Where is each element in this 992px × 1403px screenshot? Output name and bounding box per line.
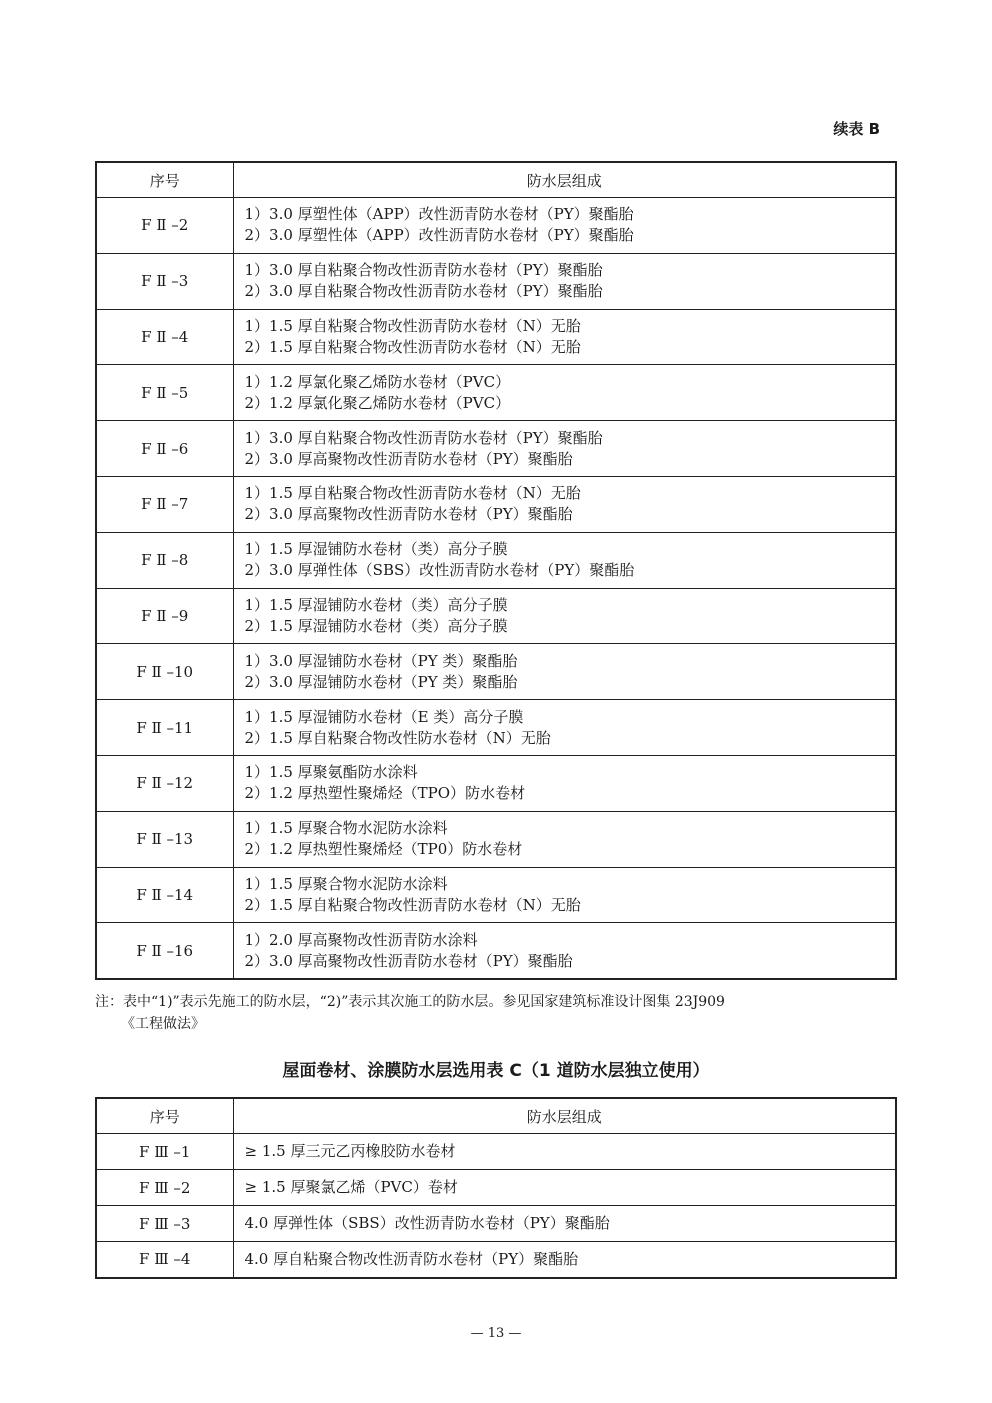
layer-line-2: 2）1.2 厚热塑性聚烯烃（TP0）防水卷材 xyxy=(244,840,523,859)
layer-line-1: 1）1.5 厚湿铺防水卷材（类）高分子膜 xyxy=(244,595,508,614)
layer-line-2: 2）3.0 厚高聚物改性沥青防水卷材（PY）聚酯胎 xyxy=(244,505,573,524)
row-code: F Ⅱ –14 xyxy=(96,867,233,923)
layer-line-1: 1）1.5 厚自粘聚合物改性沥青防水卷材（N）无胎 xyxy=(244,484,581,503)
table-b xyxy=(95,161,897,980)
layer-line-2: 2）1.5 厚自粘聚合物改性防水卷材（N）无胎 xyxy=(244,728,551,747)
table-row xyxy=(96,1170,896,1206)
row-code: F Ⅲ –2 xyxy=(96,1170,233,1206)
table-row xyxy=(96,1134,896,1170)
note-line-1: 注：表中“1)”表示先施工的防水层，“2)”表示其次施工的防水层。参见国家建筑标准设计图集 23J909 xyxy=(95,994,725,1010)
layer-line-1: 1）3.0 厚湿铺防水卷材（PY 类）聚酯胎 xyxy=(244,651,518,670)
table-row xyxy=(96,476,896,532)
table-row xyxy=(96,198,896,254)
layer-line-2: 2）1.2 厚氯化聚乙烯防水卷材（PVC） xyxy=(244,393,511,412)
section-title: 屋面卷材、涂膜防水层选用表 C（1 道防水层独立使用） xyxy=(282,1061,710,1081)
layer-line-2: 2）3.0 厚高聚物改性沥青防水卷材（PY）聚酯胎 xyxy=(244,449,573,468)
row-composition: 4.0 厚弹性体（SBS）改性沥青防水卷材（PY）聚酯胎 xyxy=(233,1206,896,1242)
row-composition: 4.0 厚自粘聚合物改性沥青防水卷材（PY）聚酯胎 xyxy=(233,1242,896,1278)
row-composition xyxy=(233,421,896,477)
row-code: F Ⅱ –11 xyxy=(96,700,233,756)
layer-line-1: 1）1.5 厚聚合物水泥防水涂料 xyxy=(244,819,448,838)
row-composition xyxy=(233,923,896,979)
row-code: F Ⅱ –2 xyxy=(96,198,233,254)
layer-line-2: 2）1.5 厚湿铺防水卷材（类）高分子膜 xyxy=(244,616,508,635)
table-row xyxy=(96,1206,896,1242)
table-row xyxy=(96,253,896,309)
table-c xyxy=(95,1097,897,1279)
row-composition xyxy=(233,867,896,923)
row-code: F Ⅱ –16 xyxy=(96,923,233,979)
row-composition xyxy=(233,811,896,867)
layer-line-1: 1）1.5 厚聚氨酯防水涂料 xyxy=(244,763,418,782)
row-composition: ≥ 1.5 厚三元乙丙橡胶防水卷材 xyxy=(233,1134,896,1170)
row-code: F Ⅱ –13 xyxy=(96,811,233,867)
row-composition xyxy=(233,588,896,644)
table-note xyxy=(95,991,900,1035)
row-composition xyxy=(233,532,896,588)
table-row xyxy=(96,700,896,756)
page-number: — 13 — xyxy=(470,1326,522,1341)
layer-line-2: 2）3.0 厚自粘聚合物改性沥青防水卷材（PY）聚酯胎 xyxy=(244,282,603,301)
row-code: F Ⅱ –4 xyxy=(96,309,233,365)
layer-line-2: 2）3.0 厚塑性体（APP）改性沥青防水卷材（PY）聚酯胎 xyxy=(244,226,634,245)
layer-line-2: 2）1.2 厚热塑性聚烯烃（TPO）防水卷材 xyxy=(244,784,526,803)
layer-line-2: 2）3.0 厚高聚物改性沥青防水卷材（PY）聚酯胎 xyxy=(244,951,573,970)
row-composition xyxy=(233,476,896,532)
note-line-2: 《工程做法》 xyxy=(121,1016,205,1032)
layer-line-1: 1）3.0 厚自粘聚合物改性沥青防水卷材（PY）聚酯胎 xyxy=(244,261,603,280)
layer-line-2: 2）3.0 厚弹性体（SBS）改性沥青防水卷材（PY）聚酯胎 xyxy=(244,561,635,580)
row-composition xyxy=(233,365,896,421)
row-composition xyxy=(233,309,896,365)
layer-line-2: 2）3.0 厚湿铺防水卷材（PY 类）聚酯胎 xyxy=(244,672,518,691)
header-composition: 防水层组成 xyxy=(233,162,896,198)
table-row xyxy=(96,755,896,811)
row-code: F Ⅱ –3 xyxy=(96,253,233,309)
layer-line-1: 1）1.2 厚氯化聚乙烯防水卷材（PVC） xyxy=(244,372,511,391)
table-row xyxy=(96,811,896,867)
row-code: F Ⅲ –4 xyxy=(96,1242,233,1278)
layer-line-1: 1）1.5 厚自粘聚合物改性沥青防水卷材（N）无胎 xyxy=(244,316,581,335)
table-row xyxy=(96,421,896,477)
layer-line-1: 1）3.0 厚自粘聚合物改性沥青防水卷材（PY）聚酯胎 xyxy=(244,428,603,447)
table-row xyxy=(96,365,896,421)
header-composition: 防水层组成 xyxy=(233,1098,896,1134)
row-code: F Ⅱ –7 xyxy=(96,476,233,532)
table-row xyxy=(96,588,896,644)
row-code: F Ⅱ –12 xyxy=(96,755,233,811)
table-row xyxy=(96,532,896,588)
table-row xyxy=(96,1242,896,1278)
layer-line-1: 1）1.5 厚湿铺防水卷材（类）高分子膜 xyxy=(244,540,508,559)
table-row xyxy=(96,644,896,700)
layer-line-1: 1）1.5 厚湿铺防水卷材（E 类）高分子膜 xyxy=(244,707,524,726)
row-composition: ≥ 1.5 厚聚氯乙烯（PVC）卷材 xyxy=(233,1170,896,1206)
header-code: 序号 xyxy=(96,162,233,198)
layer-line-2: 2）1.5 厚自粘聚合物改性沥青防水卷材（N）无胎 xyxy=(244,895,581,914)
layer-line-1: 1）2.0 厚高聚物改性沥青防水涂料 xyxy=(244,930,478,949)
row-code: F Ⅱ –8 xyxy=(96,532,233,588)
table-row xyxy=(96,923,896,979)
table-b-header-row xyxy=(96,162,896,198)
row-composition xyxy=(233,755,896,811)
row-code: F Ⅲ –3 xyxy=(96,1206,233,1242)
row-code: F Ⅱ –6 xyxy=(96,421,233,477)
row-code: F Ⅱ –10 xyxy=(96,644,233,700)
header-code: 序号 xyxy=(96,1098,233,1134)
row-code: F Ⅲ –1 xyxy=(96,1134,233,1170)
table-c-header-row xyxy=(96,1098,896,1134)
table-row xyxy=(96,309,896,365)
row-composition xyxy=(233,644,896,700)
continuation-label: 续表 B xyxy=(833,120,880,138)
row-code: F Ⅱ –5 xyxy=(96,365,233,421)
layer-line-1: 1）1.5 厚聚合物水泥防水涂料 xyxy=(244,874,448,893)
row-code: F Ⅱ –9 xyxy=(96,588,233,644)
layer-line-1: 1）3.0 厚塑性体（APP）改性沥青防水卷材（PY）聚酯胎 xyxy=(244,205,634,224)
row-composition xyxy=(233,198,896,254)
row-composition xyxy=(233,253,896,309)
table-row xyxy=(96,867,896,923)
layer-line-2: 2）1.5 厚自粘聚合物改性沥青防水卷材（N）无胎 xyxy=(244,337,581,356)
row-composition xyxy=(233,700,896,756)
